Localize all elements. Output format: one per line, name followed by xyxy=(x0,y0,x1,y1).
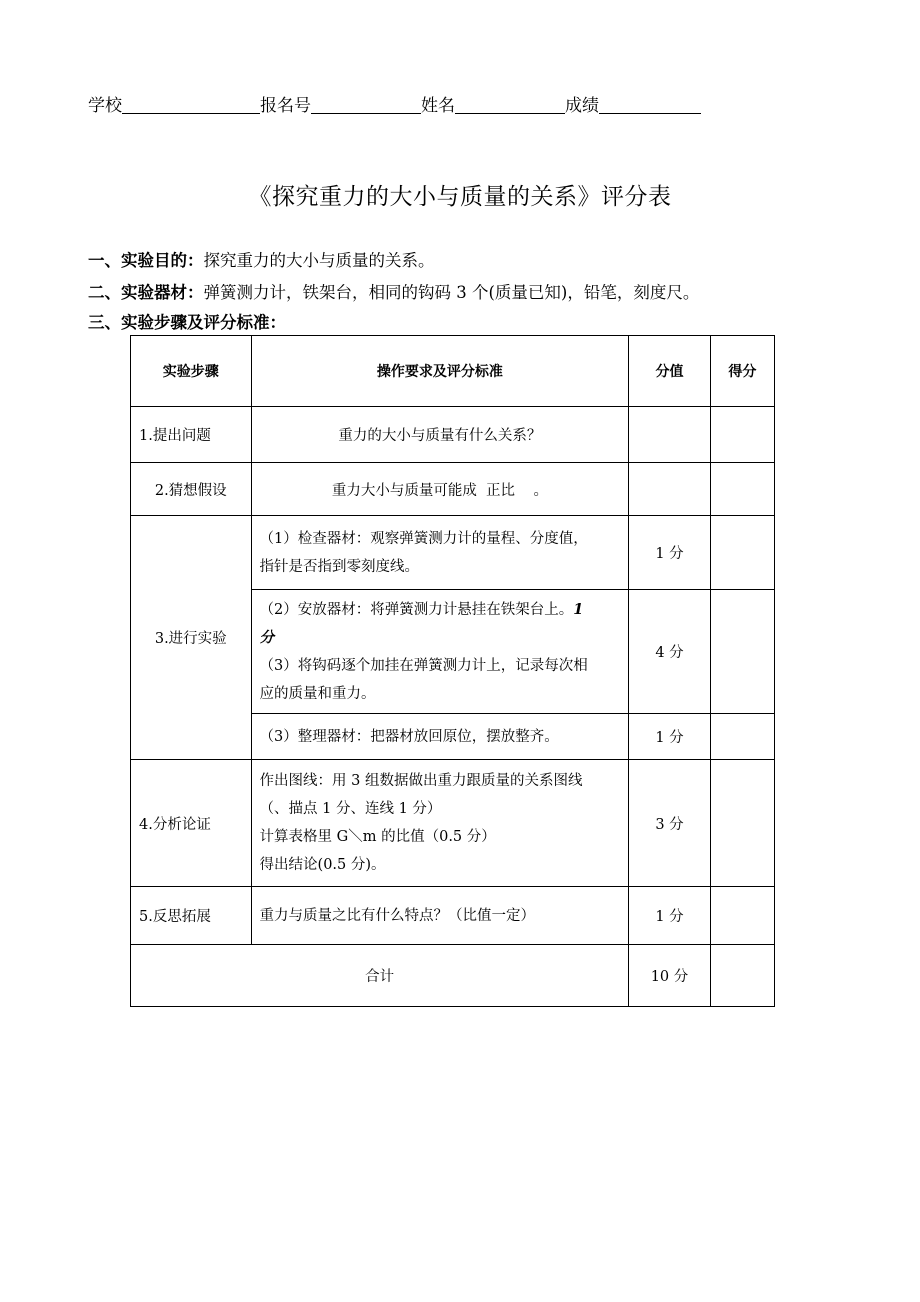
total-row xyxy=(131,945,775,1007)
registration-number-label: 报名号 xyxy=(260,96,311,116)
requirement-line: 得出结论(0.5 分)。 xyxy=(259,857,386,873)
score-blank[interactable] xyxy=(599,93,701,114)
school-blank[interactable] xyxy=(122,93,260,114)
requirement-cell: 重力的大小与质量有什么关系？ xyxy=(251,407,629,463)
table-row xyxy=(131,407,775,463)
total-points: 10 分 xyxy=(629,945,710,1007)
document-title: 《探究重力的大小与质量的关系》评分表 xyxy=(248,184,672,210)
name-label: 姓名 xyxy=(421,96,455,116)
school-label: 学校 xyxy=(88,96,122,116)
table-row xyxy=(131,760,775,887)
points-cell xyxy=(629,463,710,516)
requirement-cell: 重力与质量之比有什么特点？（比值一定） xyxy=(251,887,629,945)
table-row xyxy=(131,516,775,590)
total-score-cell[interactable] xyxy=(710,945,774,1007)
requirement-line: 计算表格里 G＼m 的比值（0.5 分） xyxy=(259,829,496,845)
score-cell[interactable] xyxy=(710,887,774,945)
step-cell: 4.分析论证 xyxy=(131,760,252,887)
total-label: 合计 xyxy=(131,945,629,1007)
score-label: 成绩 xyxy=(565,96,599,116)
score-cell[interactable] xyxy=(710,590,774,714)
section-procedure xyxy=(88,311,286,335)
step-cell: 3.进行实验 xyxy=(131,516,252,760)
step-cell: 2.猜想假设 xyxy=(131,463,252,516)
requirement-line xyxy=(260,596,621,624)
header-score: 得分 xyxy=(710,336,774,407)
score-cell[interactable] xyxy=(710,760,774,887)
points-cell xyxy=(629,407,710,463)
inline-points: 1 xyxy=(573,600,584,618)
requirement-text: （2）安放器材：将弹簧测力计悬挂在铁架台上。 xyxy=(259,601,574,618)
requirement-cell xyxy=(251,760,629,887)
section-equipment-text: 弹簧测力计，铁架台，相同的钩码 3 个(质量已知)，铅笔，刻度尺。 xyxy=(203,283,700,302)
name-blank[interactable] xyxy=(455,93,565,114)
requirement-line: 作出图线：用 3 组数据做出重力跟质量的关系图线 xyxy=(259,773,583,789)
requirement-line: 应的质量和重力。 xyxy=(259,685,376,702)
registration-number-blank[interactable] xyxy=(311,93,421,114)
header-points: 分值 xyxy=(629,336,710,407)
table-header-row xyxy=(131,336,775,407)
points-cell: 1 分 xyxy=(629,887,710,945)
requirement-cell: （3）整理器材：把器材放回原位，摆放整齐。 xyxy=(251,714,629,760)
requirement-cell xyxy=(251,590,629,714)
section-purpose-text: 探究重力的大小与质量的关系。 xyxy=(203,251,435,270)
section-purpose xyxy=(88,249,435,273)
requirement-line: （1）检查器材：观察弹簧测力计的量程、分度值， xyxy=(259,530,588,547)
section-equipment xyxy=(88,281,699,305)
points-cell: 1 分 xyxy=(629,714,710,760)
requirement-line: 指针是否指到零刻度线。 xyxy=(259,558,420,575)
score-cell[interactable] xyxy=(710,516,774,590)
score-cell[interactable] xyxy=(710,463,774,516)
points-cell: 3 分 xyxy=(629,760,710,887)
header-step: 实验步骤 xyxy=(131,336,252,407)
points-cell: 1 分 xyxy=(629,516,710,590)
step-cell: 1.提出问题 xyxy=(131,407,252,463)
scoring-table xyxy=(130,335,775,1007)
requirement-cell xyxy=(251,516,629,590)
header-info-line xyxy=(88,93,701,119)
inline-points-unit: 分 xyxy=(259,628,275,646)
score-cell[interactable] xyxy=(710,407,774,463)
section-procedure-label: 三、实验步骤及评分标准： xyxy=(88,313,286,332)
section-equipment-label: 二、实验器材： xyxy=(88,283,204,302)
requirement-cell: 重力大小与质量可能成 正比 。 xyxy=(251,463,629,516)
step-cell: 5.反思拓展 xyxy=(131,887,252,945)
score-cell[interactable] xyxy=(710,714,774,760)
table-row xyxy=(131,887,775,945)
section-purpose-label: 一、实验目的： xyxy=(88,251,204,270)
points-cell: 4 分 xyxy=(629,590,710,714)
requirement-line: （3）将钩码逐个加挂在弹簧测力计上，记录每次相 xyxy=(259,657,588,674)
requirement-line: （、描点 1 分、连线 1 分） xyxy=(259,801,442,817)
header-requirement: 操作要求及评分标准 xyxy=(251,336,629,407)
table-row xyxy=(131,463,775,516)
